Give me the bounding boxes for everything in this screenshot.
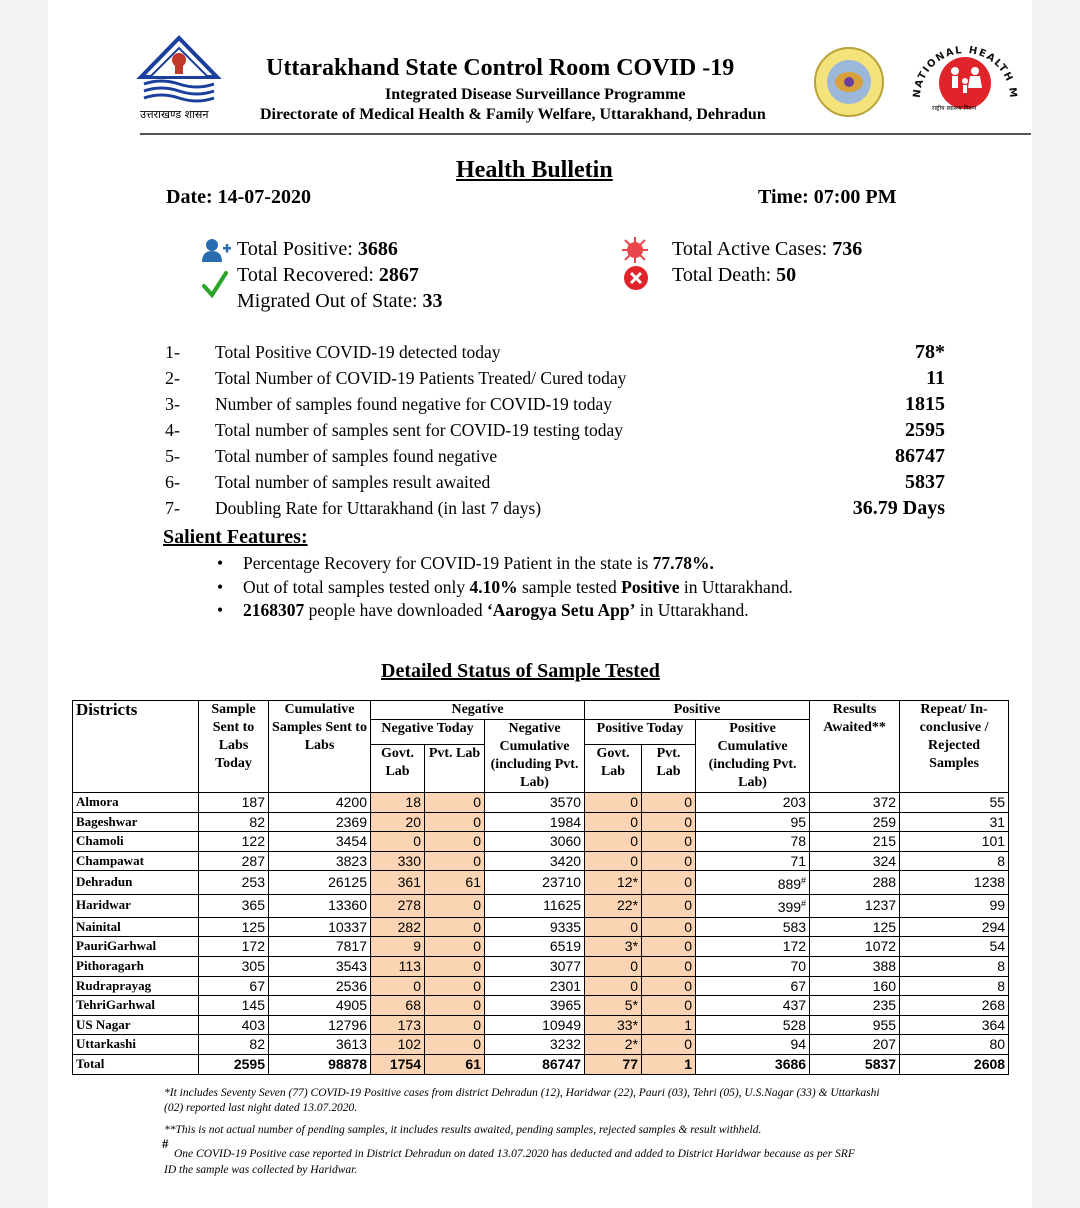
table-cell: 0 — [425, 937, 485, 957]
bulletin-time: Time: 07:00 PM — [758, 186, 897, 208]
table-cell: 0 — [425, 957, 485, 977]
table-cell: 282 — [371, 917, 425, 937]
header-directorate: Directorate of Medical Health & Family Welfare, Uttarakhand, Dehradun — [260, 106, 766, 123]
table-cell: 26125 — [269, 871, 371, 894]
table-cell: 0 — [425, 1015, 485, 1035]
table-cell: 0 — [425, 851, 485, 871]
table-cell: 22* — [585, 894, 642, 917]
table-cell: 294 — [900, 917, 1009, 937]
active-value: 736 — [832, 238, 863, 260]
note-1-line-2: (02) reported last night dated 13.07.2020. — [164, 1102, 358, 1114]
table-cell: 0 — [642, 851, 696, 871]
total-death — [672, 264, 796, 287]
table-title: Detailed Status of Sample Tested — [381, 660, 660, 682]
district-name: Almora — [73, 793, 199, 813]
table-cell: 0 — [642, 937, 696, 957]
note-3-mark: # — [162, 1136, 169, 1151]
district-name: Haridwar — [73, 894, 199, 917]
table-cell: 203 — [696, 793, 810, 813]
salient-title: Salient Features: — [163, 526, 308, 548]
stats-list-item — [165, 392, 945, 418]
table-cell: 207 — [810, 1035, 900, 1055]
table-cell — [696, 894, 810, 917]
table-cell: 1072 — [810, 937, 900, 957]
idsp-logo — [813, 46, 885, 118]
stats-list-item — [165, 444, 945, 470]
bullet-2-post: in Uttarakhand. — [679, 577, 793, 597]
table-cell: 71 — [696, 851, 810, 871]
header-sample-sent-today: Sample Sent to Labs Today — [199, 701, 269, 793]
table-cell: 6519 — [485, 937, 585, 957]
header-pos-govt-lab: Govt. Lab — [585, 744, 642, 792]
table-cell: 12796 — [269, 1015, 371, 1035]
table-cell: 403 — [199, 1015, 269, 1035]
table-cell: 372 — [810, 793, 900, 813]
table-cell: 287 — [199, 851, 269, 871]
bulletin-page — [48, 0, 1032, 1208]
table-cell: 3454 — [269, 832, 371, 852]
table-row — [73, 793, 1009, 813]
header-programme: Integrated Disease Surveillance Programme — [385, 86, 686, 103]
table-cell: 0 — [585, 851, 642, 871]
bullet-1-text: Percentage Recovery for COVID-19 Patient in the state is — [243, 553, 653, 573]
table-cell: 235 — [810, 996, 900, 1016]
table-cell: 3570 — [485, 793, 585, 813]
item-value: 36.79 Days — [852, 497, 945, 519]
header-results-awaited: Results Awaited** — [810, 701, 900, 793]
table-cell: 0 — [642, 832, 696, 852]
item-number: 5- — [165, 446, 180, 466]
district-name: Uttarkashi — [73, 1035, 199, 1055]
table-cell: 2369 — [269, 812, 371, 832]
table-cell: 388 — [810, 957, 900, 977]
table-cell: 0 — [371, 976, 425, 996]
table-cell: 3543 — [269, 957, 371, 977]
table-cell: 0 — [585, 812, 642, 832]
header-neg-pvt-lab: Pvt. Lab — [425, 744, 485, 792]
table-cell: 12* — [585, 871, 642, 894]
table-cell: 0 — [425, 832, 485, 852]
death-value: 50 — [776, 264, 797, 286]
bullet-2-mid: sample tested — [517, 577, 622, 597]
table-cell: 2536 — [269, 976, 371, 996]
item-value: 5837 — [905, 471, 945, 493]
table-cell: 259 — [810, 812, 900, 832]
table-row — [73, 957, 1009, 977]
table-cell: 0 — [425, 996, 485, 1016]
table-cell: 113 — [371, 957, 425, 977]
table-cell: 0 — [585, 957, 642, 977]
table-total-row — [73, 1055, 1009, 1075]
table-cell: 173 — [371, 1015, 425, 1035]
table-cell: 0 — [642, 976, 696, 996]
table-cell: 3060 — [485, 832, 585, 852]
table-cell: 0 — [425, 976, 485, 996]
table-cell: 80 — [900, 1035, 1009, 1055]
table-cell: 8 — [900, 976, 1009, 996]
table-cell: 1238 — [900, 871, 1009, 894]
table-cell: 437 — [696, 996, 810, 1016]
item-text: Total number of samples result awaited — [215, 472, 491, 492]
table-cell: 365 — [199, 894, 269, 917]
district-name: US Nagar — [73, 1015, 199, 1035]
table-row — [73, 812, 1009, 832]
table-cell: 18 — [371, 793, 425, 813]
item-value: 1815 — [905, 393, 945, 415]
salient-bullet-2 — [243, 577, 793, 598]
table-cell — [696, 871, 810, 894]
table-cell: 268 — [900, 996, 1009, 1016]
table-cell: 31 — [900, 812, 1009, 832]
table-cell: 5* — [585, 996, 642, 1016]
table-cell: 1 — [642, 1055, 696, 1075]
item-text: Total number of samples found negative — [215, 446, 498, 466]
migrated-out — [237, 290, 443, 313]
migrated-label: Migrated Out of State: — [237, 290, 423, 312]
nhm-logo-text: NATIONAL HEALTH M — [911, 44, 1019, 100]
header-positive: Positive — [585, 701, 810, 720]
table-cell: 55 — [900, 793, 1009, 813]
check-icon — [202, 270, 228, 298]
table-cell: 2301 — [485, 976, 585, 996]
bullet-1-bold: 77.78%. — [652, 553, 714, 573]
cell-value: 399# — [777, 898, 807, 916]
nhm-logo — [910, 28, 1020, 128]
district-name: Dehradun — [73, 871, 199, 894]
table-cell: 1 — [642, 1015, 696, 1035]
table-cell: 0 — [642, 957, 696, 977]
header-divider — [140, 133, 1031, 135]
district-name: Nainital — [73, 917, 199, 937]
district-name: Bageshwar — [73, 812, 199, 832]
table-cell: 4905 — [269, 996, 371, 1016]
table-cell: 2595 — [199, 1055, 269, 1075]
table-cell: 253 — [199, 871, 269, 894]
table-cell: 10337 — [269, 917, 371, 937]
table-cell: 0 — [425, 894, 485, 917]
table-cell: 1754 — [371, 1055, 425, 1075]
table-cell: 1984 — [485, 812, 585, 832]
bullet-2-text: Out of total samples tested only — [243, 577, 470, 597]
table-cell: 361 — [371, 871, 425, 894]
table-cell: 0 — [642, 1035, 696, 1055]
table-cell: 288 — [810, 871, 900, 894]
district-name: TehriGarhwal — [73, 996, 199, 1016]
nhm-logo-caption: राष्ट्रीय स्वास्थ्य मिशन — [932, 105, 977, 112]
header-negative-today: Negative Today — [371, 720, 485, 745]
table-cell: 0 — [585, 917, 642, 937]
table-cell: 82 — [199, 1035, 269, 1055]
table-cell: 54 — [900, 937, 1009, 957]
table-cell: 0 — [642, 996, 696, 1016]
table-cell: 101 — [900, 832, 1009, 852]
note-2: **This is not actual number of pending samples, it includes results awaited, pending samples, rejected samples & result withheld. — [164, 1124, 762, 1136]
table-cell: 172 — [696, 937, 810, 957]
table-cell: 0 — [371, 832, 425, 852]
bulletin-title: Health Bulletin — [456, 157, 613, 183]
total-active — [672, 238, 862, 261]
district-name: Pithoragarh — [73, 957, 199, 977]
table-row — [73, 996, 1009, 1016]
table-row — [73, 1015, 1009, 1035]
table-cell: 0 — [585, 793, 642, 813]
item-number: 2- — [165, 368, 180, 388]
uttarakhand-govt-logo — [136, 32, 222, 104]
table-cell: 68 — [371, 996, 425, 1016]
table-row — [73, 917, 1009, 937]
header-positive-cumulative: Positive Cumulative (including Pvt. Lab) — [696, 720, 810, 793]
table-cell: 61 — [425, 871, 485, 894]
death-label: Total Death: — [672, 264, 777, 286]
table-cell: 5837 — [810, 1055, 900, 1075]
table-cell: 95 — [696, 812, 810, 832]
item-value: 86747 — [895, 445, 945, 467]
table-cell: 67 — [696, 976, 810, 996]
note-3-line-2: ID the sample was collected by Haridwar. — [164, 1164, 358, 1176]
table-cell: 9335 — [485, 917, 585, 937]
virus-icon — [621, 236, 649, 264]
migrated-value: 33 — [422, 290, 443, 312]
table-cell: 2* — [585, 1035, 642, 1055]
hash-mark: # — [801, 875, 807, 886]
table-row — [73, 832, 1009, 852]
table-cell: 94 — [696, 1035, 810, 1055]
table-cell: 125 — [810, 917, 900, 937]
table-row — [73, 1035, 1009, 1055]
item-text: Total number of samples sent for COVID-19 testing today — [215, 420, 624, 440]
cell-value: 889# — [777, 875, 807, 893]
table-cell: 145 — [199, 996, 269, 1016]
table-cell: 1237 — [810, 894, 900, 917]
table-cell: 77 — [585, 1055, 642, 1075]
header-cumulative-samples: Cumulative Samples Sent to Labs — [269, 701, 371, 793]
bullet-3-post: in Uttarakhand. — [635, 600, 749, 620]
table-cell: 20 — [371, 812, 425, 832]
table-cell: 0 — [425, 812, 485, 832]
total-positive-value: 3686 — [357, 238, 398, 260]
item-text: Total Number of COVID-19 Patients Treated/ Cured today — [215, 368, 627, 388]
table-cell: 70 — [696, 957, 810, 977]
bullet-2-bold-1: 4.10% — [469, 577, 518, 597]
table-cell: 4200 — [269, 793, 371, 813]
table-cell: 11625 — [485, 894, 585, 917]
table-cell: 33* — [585, 1015, 642, 1035]
table-cell: 86747 — [485, 1055, 585, 1075]
note-1-line-1: *It includes Seventy Seven (77) COVID-19 Positive cases from district Dehradun (12), Haridwar (22), Pauri (03), Tehri (05), U.S.Nagar (33) & Uttarkashi — [164, 1087, 880, 1099]
table-cell: 0 — [642, 917, 696, 937]
total-recovered-label: Total Recovered: — [237, 264, 379, 286]
district-name: Chamoli — [73, 832, 199, 852]
bulletin-date: Date: 14-07-2020 — [166, 186, 311, 208]
table-cell: 160 — [810, 976, 900, 996]
table-cell: 102 — [371, 1035, 425, 1055]
table-cell: 187 — [199, 793, 269, 813]
active-label: Total Active Cases: — [672, 238, 833, 260]
total-recovered-value: 2867 — [378, 264, 419, 286]
bullet-3-bold-1: 2168307 — [243, 600, 305, 620]
header-repeat-rejected: Repeat/ In-conclusive / Rejected Samples — [900, 701, 1009, 793]
table-cell: 122 — [199, 832, 269, 852]
table-cell: 7817 — [269, 937, 371, 957]
table-cell: 3613 — [269, 1035, 371, 1055]
table-cell: 3965 — [485, 996, 585, 1016]
item-text: Total Positive COVID-19 detected today — [215, 342, 501, 362]
district-name: Rudraprayag — [73, 976, 199, 996]
table-cell: 3232 — [485, 1035, 585, 1055]
stats-list-item — [165, 366, 945, 392]
table-cell: 0 — [642, 894, 696, 917]
item-value: 78* — [915, 341, 945, 363]
item-number: 4- — [165, 420, 180, 440]
table-cell: 528 — [696, 1015, 810, 1035]
table-cell: 0 — [585, 832, 642, 852]
table-cell: 0 — [425, 1035, 485, 1055]
table-cell: 2608 — [900, 1055, 1009, 1075]
item-number: 7- — [165, 498, 180, 518]
total-positive-label: Total Positive: — [237, 238, 358, 260]
total-recovered — [237, 264, 419, 287]
table-cell: 278 — [371, 894, 425, 917]
table-cell: 215 — [810, 832, 900, 852]
header-neg-govt-lab: Govt. Lab — [371, 744, 425, 792]
table-cell: 9 — [371, 937, 425, 957]
table-row — [73, 871, 1009, 894]
table-cell: 364 — [900, 1015, 1009, 1035]
table-row — [73, 976, 1009, 996]
bullet-3-mid: people have downloaded — [304, 600, 487, 620]
table-cell: 583 — [696, 917, 810, 937]
table-cell: 10949 — [485, 1015, 585, 1035]
table-cell: 8 — [900, 957, 1009, 977]
header-districts: Districts — [73, 701, 199, 793]
table-cell: 82 — [199, 812, 269, 832]
header-negative-cumulative: Negative Cumulative (including Pvt. Lab) — [485, 720, 585, 793]
table-cell: 61 — [425, 1055, 485, 1075]
table-cell: 99 — [900, 894, 1009, 917]
table-cell: 125 — [199, 917, 269, 937]
table-cell: 3823 — [269, 851, 371, 871]
stats-list-item — [165, 470, 945, 496]
header-pos-pvt-lab: Pvt. Lab — [642, 744, 696, 792]
table-cell: 8 — [900, 851, 1009, 871]
table-cell: 23710 — [485, 871, 585, 894]
state-logo-caption: उत्तराखण्ड शासन — [140, 108, 209, 121]
table-cell: 0 — [642, 793, 696, 813]
table-cell: 78 — [696, 832, 810, 852]
table-cell: 324 — [810, 851, 900, 871]
table-cell: 0 — [642, 812, 696, 832]
table-row — [73, 937, 1009, 957]
table-cell: 3420 — [485, 851, 585, 871]
table-cell: 172 — [199, 937, 269, 957]
item-text: Doubling Rate for Uttarakhand (in last 7 days) — [215, 498, 542, 518]
header-positive-today: Positive Today — [585, 720, 696, 745]
salient-bullet-3 — [243, 600, 749, 621]
table-cell: 3* — [585, 937, 642, 957]
item-number: 6- — [165, 472, 180, 492]
table-row — [73, 894, 1009, 917]
item-number: 1- — [165, 342, 180, 362]
total-positive — [237, 238, 398, 261]
bullet-2-bold-2: Positive — [621, 577, 680, 597]
item-value: 11 — [926, 367, 945, 389]
table-cell: 0 — [425, 793, 485, 813]
header-negative: Negative — [371, 701, 585, 720]
table-cell: 0 — [642, 871, 696, 894]
death-x-icon — [624, 266, 648, 290]
item-value: 2595 — [905, 419, 945, 441]
table-cell: 955 — [810, 1015, 900, 1035]
table-cell: 330 — [371, 851, 425, 871]
note-3-line-1: One COVID-19 Positive case reported in District Dehradun on dated 13.07.2020 has deducted and added to District Haridwar because as per SRF — [174, 1148, 855, 1160]
hash-mark: # — [801, 898, 807, 909]
stats-list-item — [165, 496, 945, 522]
header-title: Uttarakhand State Control Room COVID -19 — [266, 55, 735, 81]
district-name: PauriGarhwal — [73, 937, 199, 957]
item-text: Number of samples found negative for COVID-19 today — [215, 394, 613, 414]
table-row — [73, 851, 1009, 871]
salient-bullet-1 — [243, 553, 714, 574]
district-name: Total — [73, 1055, 199, 1075]
table-cell: 98878 — [269, 1055, 371, 1075]
table-cell: 3686 — [696, 1055, 810, 1075]
table-cell: 13360 — [269, 894, 371, 917]
user-add-icon — [202, 238, 232, 262]
table-cell: 0 — [425, 917, 485, 937]
item-number: 3- — [165, 394, 180, 414]
stats-list-item — [165, 340, 945, 366]
district-name: Champawat — [73, 851, 199, 871]
table-cell: 0 — [585, 976, 642, 996]
bullet-3-bold-2: ‘Aarogya Setu App’ — [486, 600, 636, 620]
sample-status-table — [72, 700, 1009, 1075]
table-cell: 305 — [199, 957, 269, 977]
table-cell: 3077 — [485, 957, 585, 977]
stats-list-item — [165, 418, 945, 444]
table-cell: 67 — [199, 976, 269, 996]
